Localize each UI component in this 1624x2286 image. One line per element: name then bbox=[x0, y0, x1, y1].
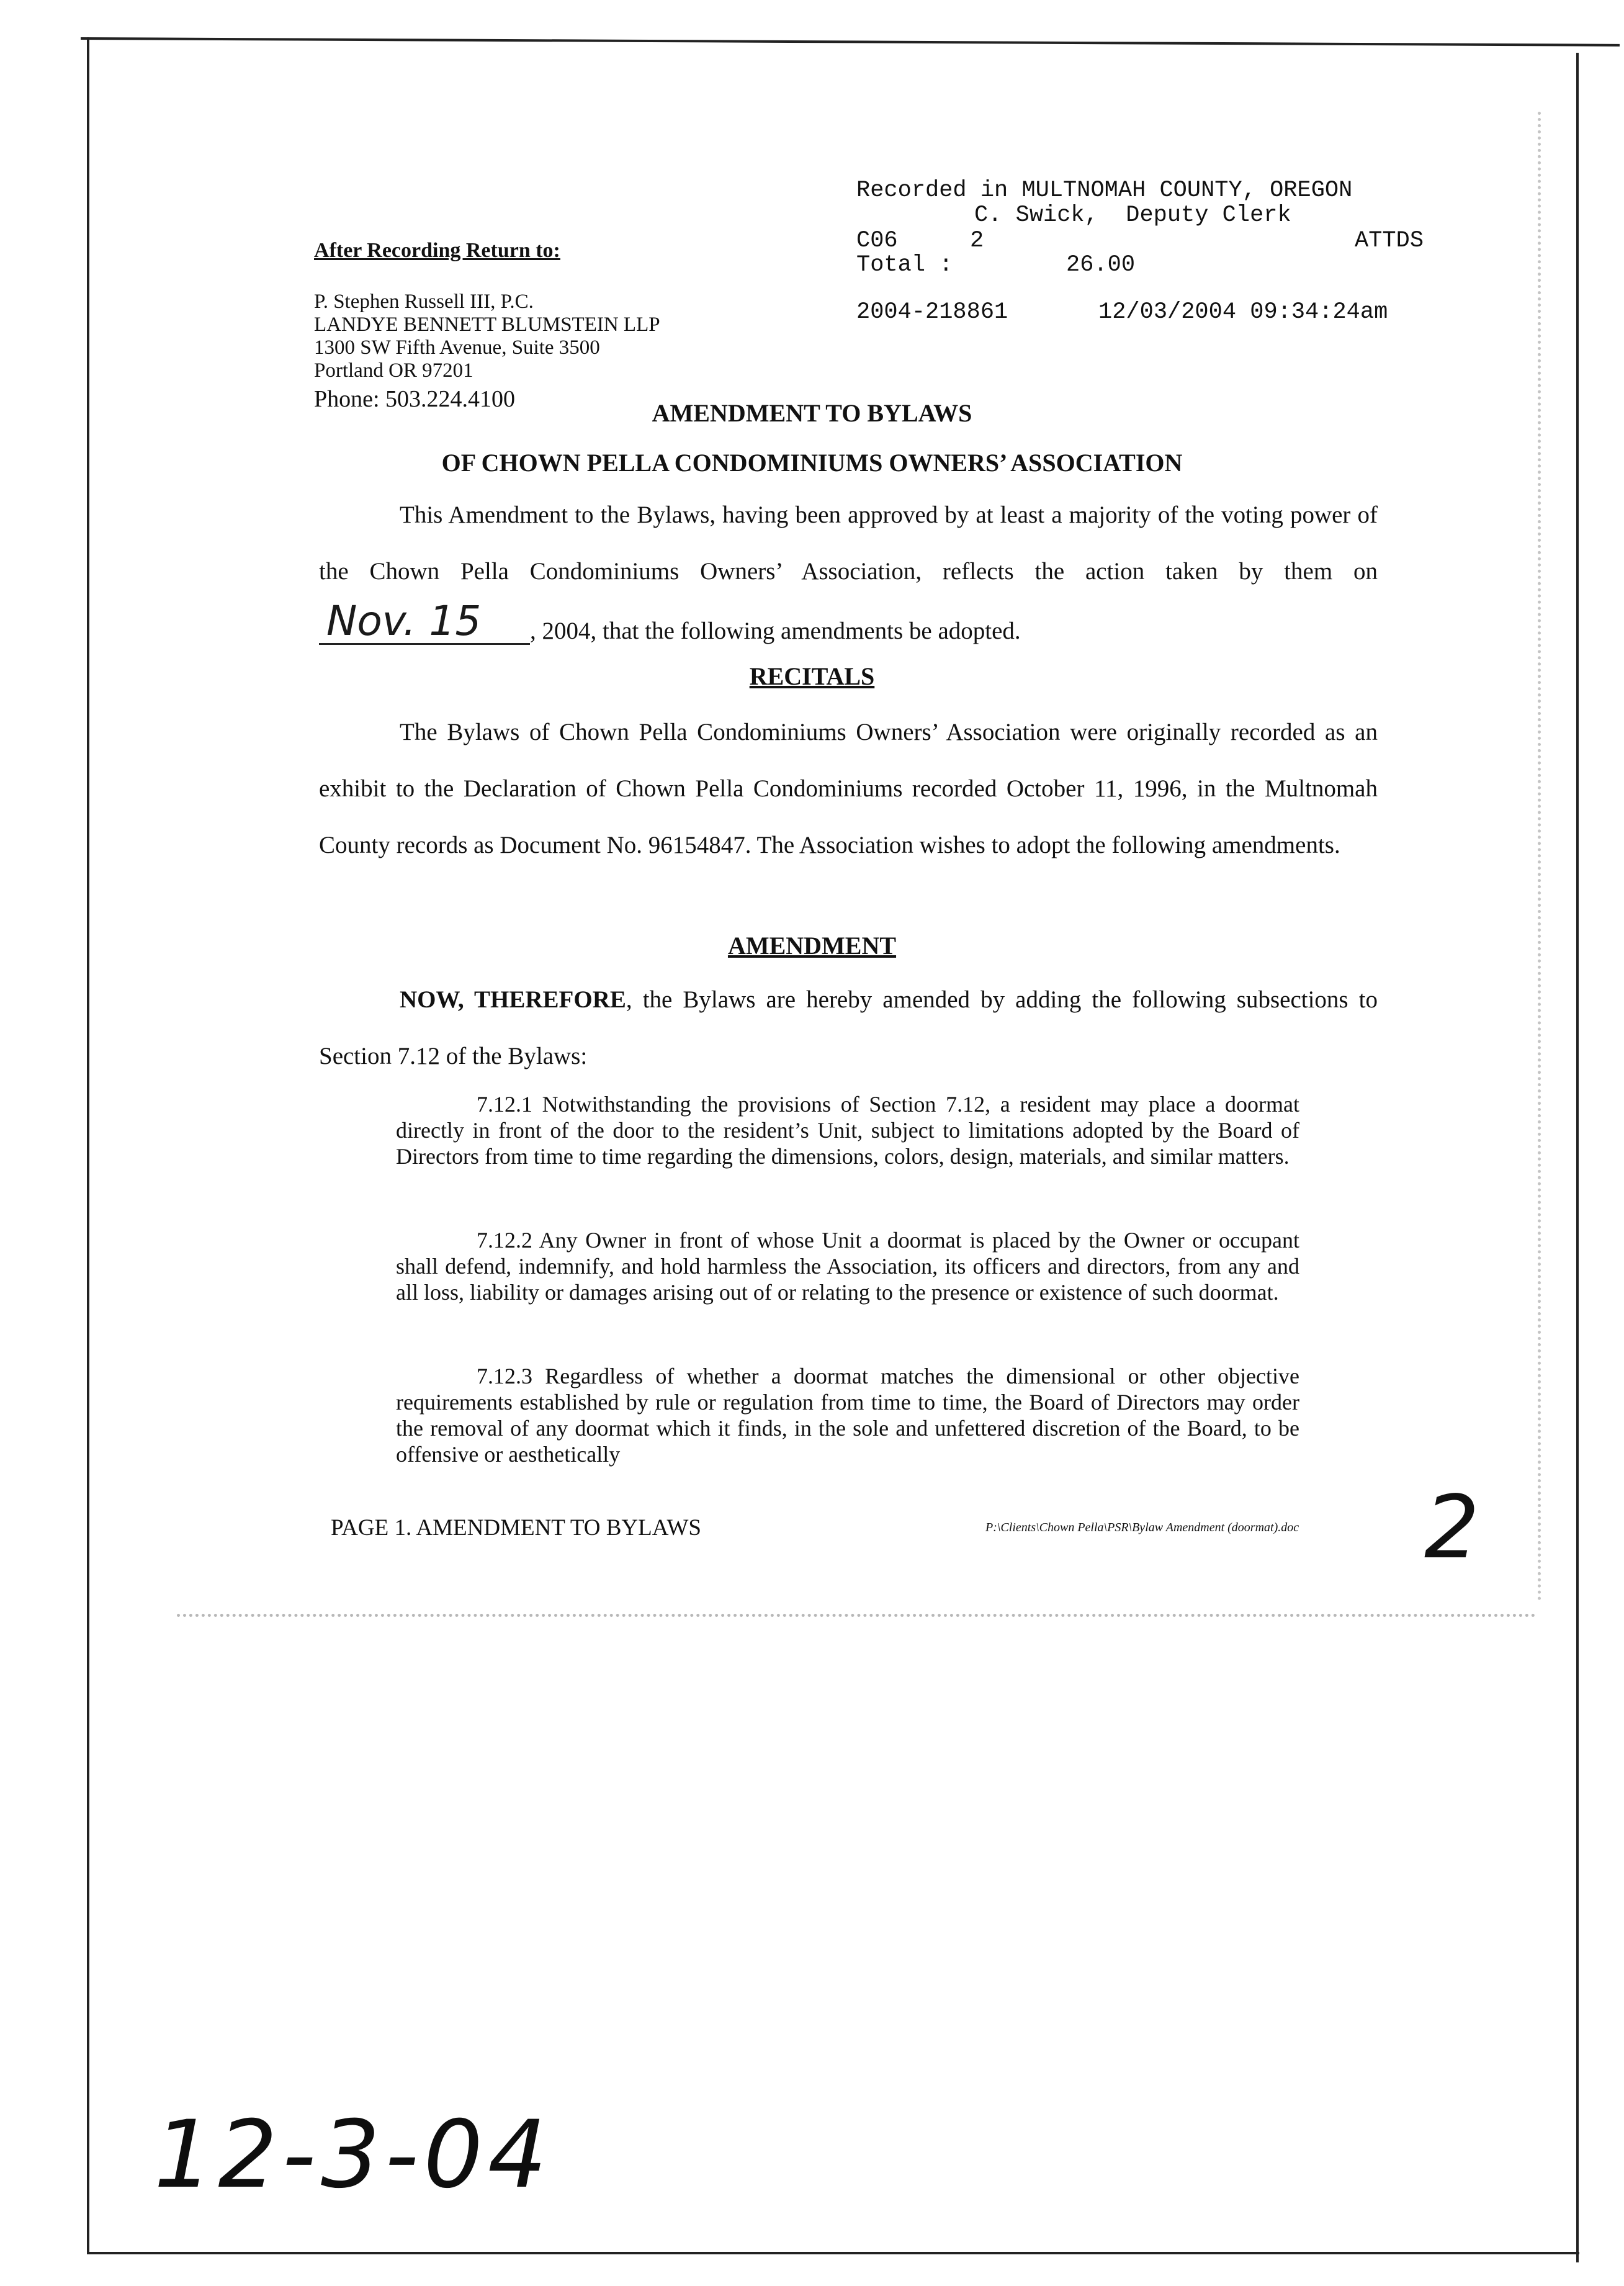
handwritten-bottom-date: 12-3-04 bbox=[154, 2101, 552, 2209]
handwritten-page-number: 2 bbox=[1424, 1477, 1480, 1578]
amendment-lead-paragraph bbox=[319, 971, 1378, 1084]
footer-file-path: P:\Clients\Chown Pella\PSR\Bylaw Amendment (doormat).doc bbox=[985, 1521, 1299, 1534]
date-blank bbox=[319, 597, 530, 645]
recording-code: C06 bbox=[856, 228, 898, 254]
document-title: AMENDMENT TO BYLAWS bbox=[652, 399, 972, 427]
page-edge-right bbox=[1538, 112, 1541, 1601]
return-to-label: After Recording Return to: bbox=[314, 239, 560, 262]
recitals-paragraph bbox=[319, 704, 1378, 873]
recording-count: 2 bbox=[970, 228, 984, 254]
intro-paragraph bbox=[319, 487, 1378, 659]
footer-page-label: PAGE 1. AMENDMENT TO BYLAWS bbox=[331, 1515, 701, 1541]
subsection-7-12-1 bbox=[396, 1091, 1299, 1169]
document-subtitle: OF CHOWN PELLA CONDOMINIUMS OWNERS’ ASSOCIATION bbox=[441, 449, 1183, 477]
subsection-text: 7.12.2 Any Owner in front of whose Unit a doormat is placed by the Owner or occupant shall defend, indemnify, and hold harmless the Association, its officers and directors, from any and all loss, liability or damages arising out of or relating to the presence or existence of such doormat. bbox=[396, 1228, 1299, 1305]
return-to-name: P. Stephen Russell III, P.C. bbox=[314, 290, 534, 313]
subsection-text: 7.12.3 Regardless of whether a doormat matches the dimensional or other objective requirements established by rule or regulation from time to time, the Board of Directors may order the removal of any doormat which it finds, in the sole and unfettered discretion of the Board, to be offensive or aesthetically bbox=[396, 1364, 1299, 1467]
return-to-firm: LANDYE BENNETT BLUMSTEIN LLP bbox=[314, 313, 660, 336]
recording-datetime: 12/03/2004 09:34:24am bbox=[1098, 299, 1388, 325]
scan-border-left bbox=[87, 37, 89, 2253]
return-to-address bbox=[314, 290, 660, 413]
subsection-text: 7.12.1 Notwithstanding the provisions of Section 7.12, a resident may place a doormat directly in front of the door to the resident’s Unit, subject to limitations adopted by the Board of Directors from time to time regarding the dimensions, colors, design, materials, and similar matters. bbox=[396, 1092, 1299, 1169]
recording-clerk: C. Swick, Deputy Clerk bbox=[974, 202, 1291, 228]
recording-total-label: Total : bbox=[856, 252, 953, 278]
amendment-lead-text: , the Bylaws are hereby amended by adding the following subsections to Section 7.12 of the Bylaws: bbox=[319, 986, 1378, 1069]
amendment-heading: AMENDMENT bbox=[727, 932, 897, 960]
scan-border-top bbox=[81, 37, 1620, 47]
amendment-lead-bold: NOW, THEREFORE bbox=[400, 986, 626, 1013]
recitals-heading: RECITALS bbox=[749, 662, 875, 690]
return-to-city: Portland OR 97201 bbox=[314, 359, 473, 382]
scan-border-right bbox=[1576, 53, 1579, 2262]
recitals-text: The Bylaws of Chown Pella Condominiums Owners’ Association were originally recorded as an exhibit to the Declaration of Chown Pella Condominiums recorded October 11, 1996, in the Multnomah County records as Document No. 96154847. The Association wishes to adopt the following amendments. bbox=[319, 719, 1378, 858]
scan-border-bottom bbox=[87, 2252, 1579, 2254]
recording-doc-number: 2004-218861 bbox=[856, 299, 1008, 325]
recording-line-1: Recorded in MULTNOMAH COUNTY, OREGON bbox=[856, 178, 1353, 204]
return-to-phone: Phone: 503.224.4100 bbox=[314, 386, 516, 412]
handwritten-adoption-date: Nov. 15 bbox=[326, 597, 482, 645]
subsection-7-12-2 bbox=[396, 1227, 1299, 1305]
intro-text-before: This Amendment to the Bylaws, having been approved by at least a majority of the voting power of the Chown Pella Condominiums Owners’ Association, reflects the action taken by them on bbox=[319, 502, 1378, 585]
recording-type: ATTDS bbox=[1355, 228, 1424, 254]
recording-total-value: 26.00 bbox=[1066, 252, 1136, 278]
subsection-7-12-3 bbox=[396, 1363, 1299, 1467]
return-to-street: 1300 SW Fifth Avenue, Suite 3500 bbox=[314, 336, 600, 359]
page-edge-bottom bbox=[177, 1614, 1536, 1617]
intro-text-after: , 2004, that the following amendments be adopted. bbox=[530, 618, 1021, 644]
